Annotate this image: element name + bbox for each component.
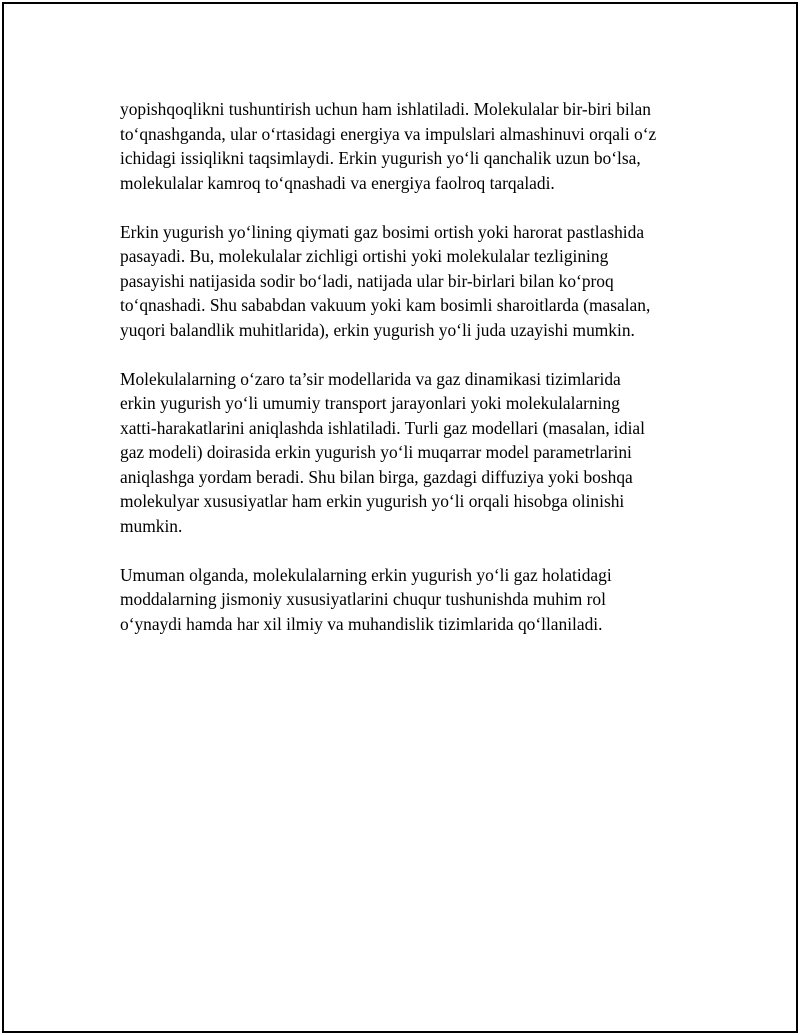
paragraph-4: Umuman olganda, molekulalarning erkin yugurish yo‘li gaz holatidagi moddalarning jismoniy xususiyatlarini chuqur tushunishda muhim rol o‘ynaydi hamda har xil ilmiy va muhandislik tizimlarida qo‘llaniladi.	[120, 564, 612, 634]
paragraph-1: yopishqoqlikni tushuntirish uchun ham ishlatiladi. Molekulalar bir-biri bilan to‘qnashganda, ular o‘rtasidagi energiya va impulslari almashinuvi orqali o‘z ichidagi issiqlikni taqsimlaydi. Erkin yugurish yo‘li qanchalik uzun bo‘lsa, molekulalar kamroq to‘qnashadi va energiya faolroq tarqaladi.	[120, 99, 657, 193]
paragraph-3: Molekulalarning o‘zaro ta’sir modellarida va gaz dinamikasi tizimlarida erkin yugurish yo‘li umumiy transport jarayonlari yoki molekulalarning xatti-harakatlarini aniqlashda ishlatiladi. Turli gaz modellari (masalan, idial gaz modeli) doirasida erkin yugurish yo‘li muqarrar model parametrlarini aniqlashga yordam beradi. Shu bilan birga, gazdagi diffuziya yoki boshqa molekulyar xususiyatlar ham erkin yugurish yo‘li orqali hisobga olinishi mumkin.	[120, 368, 645, 536]
paragraph-2: Erkin yugurish yo‘lining qiymati gaz bosimi ortish yoki harorat pastlashida pasayadi. Bu, molekulalar zichligi ortishi yoki molekulalar tezligining pasayishi natijasida sodir bo‘ladi, natijada ular bir-birlari bilan ko‘proq to‘qnashadi. Shu sababdan vakuum yoki kam bosimli sharoitlarda (masalan, yuqori balandlik muhitlarida), erkin yugurish yo‘li juda uzayishi mumkin.	[120, 221, 651, 340]
document-body	[120, 97, 700, 661]
document-page	[2, 2, 798, 1033]
